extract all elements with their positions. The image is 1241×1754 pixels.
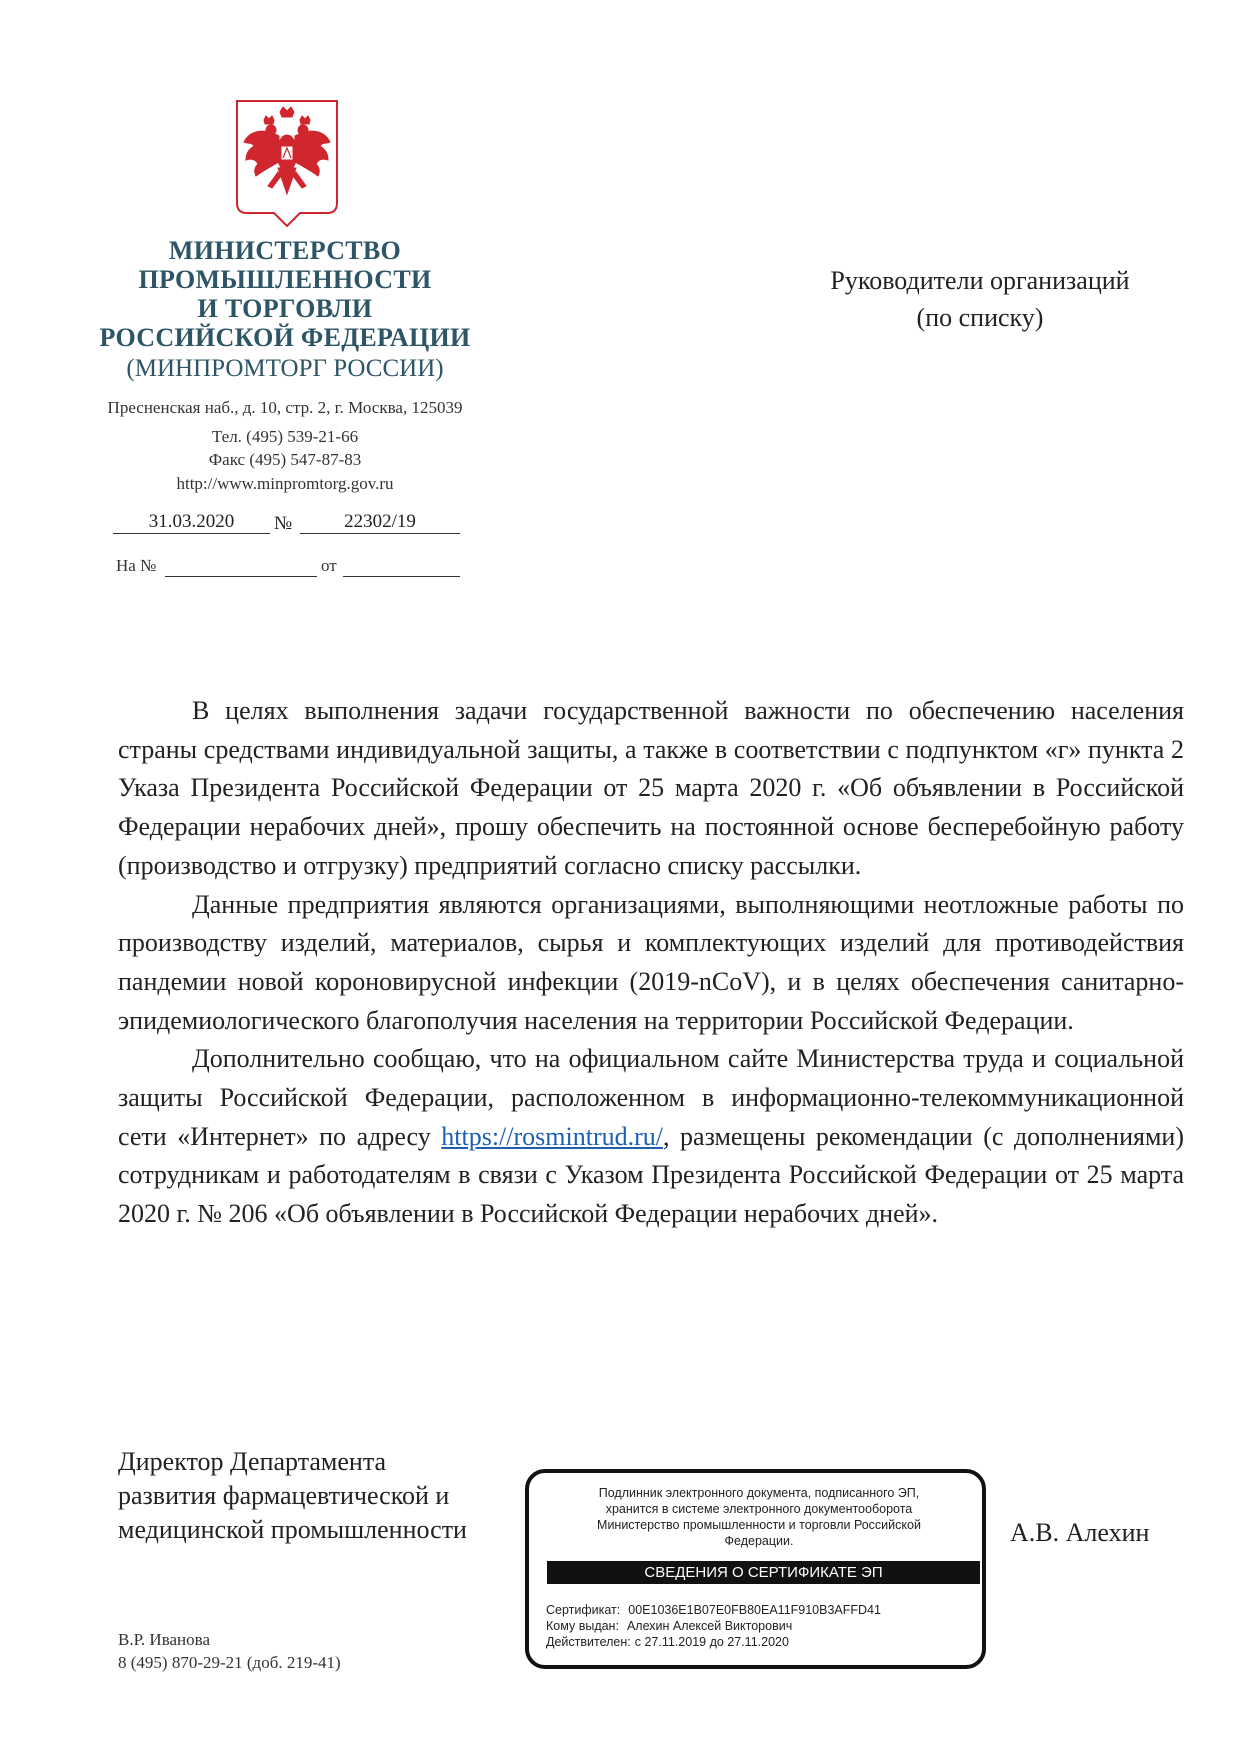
ministry-name-line3: И ТОРГОВЛИ bbox=[197, 294, 373, 323]
body-paragraph-2: Данные предприятия являются организациями, выполняющими неотложные работы по производству изделий, материалов, сырья и комплектующих изделий для противодействия пандемии новой короновирусной инфекции (2019-nCoV), и в целях обеспечения санитарно-эпидемиологического благополучия населения на территории Российской Федерации. bbox=[118, 889, 1184, 1035]
stamp-validity-row bbox=[546, 1635, 789, 1649]
validity-value: с 27.11.2019 до 27.11.2020 bbox=[634, 1635, 789, 1649]
ministry-address: Пресненская наб., д. 10, стр. 2, г. Москва, 125039 bbox=[107, 398, 463, 417]
stamp-notice-line1: Подлинник электронного документа, подписанного ЭП, bbox=[598, 1486, 920, 1500]
addressee-line2: (по списку) bbox=[916, 303, 1044, 332]
ministry-name-line1: МИНИСТЕРСТВО bbox=[168, 236, 402, 265]
body-paragraph-3-start: Дополнительно сообщаю, что на официальном сайте Министерства труда и социальной защиты Российской Федерации, расположенном в информационно-телекоммуникационной сети «Интернет» по адресу bbox=[118, 1044, 1184, 1151]
document-number: 22302/19 bbox=[300, 511, 460, 534]
signer-position-line1: Директор Департамента bbox=[118, 1447, 387, 1476]
signer-position-line3: медицинской промышленности bbox=[118, 1515, 467, 1544]
letter-body bbox=[118, 692, 1184, 1234]
stamp-notice-line3: Министерство промышленности и торговли Российской bbox=[597, 1518, 921, 1532]
reply-number-label: На № bbox=[116, 556, 157, 575]
ministry-short-name: (МИНПРОМТОРГ РОССИИ) bbox=[126, 355, 444, 382]
ministry-phone: Тел. (495) 539-21-66 bbox=[211, 427, 359, 446]
signer-name: А.В. Алехин bbox=[1010, 1518, 1150, 1547]
document-date: 31.03.2020 bbox=[113, 511, 270, 534]
owner-label: Кому выдан: bbox=[546, 1619, 619, 1633]
stamp-certificate-header: СВЕДЕНИЯ О СЕРТИФИКАТЕ ЭП bbox=[547, 1561, 980, 1584]
stamp-notice-line4: Федерации. bbox=[724, 1534, 794, 1548]
reply-number-field bbox=[165, 556, 317, 577]
certificate-label: Сертификат: bbox=[546, 1603, 621, 1617]
ministry-name-line2: ПРОМЫШЛЕННОСТИ bbox=[138, 265, 432, 294]
electronic-signature-stamp bbox=[525, 1469, 986, 1669]
addressee-line1: Руководители организаций bbox=[830, 266, 1130, 295]
signer-position bbox=[118, 1445, 467, 1547]
executor-phone: 8 (495) 870-29-21 (доб. 219-41) bbox=[118, 1653, 341, 1672]
executor-name: В.Р. Иванова bbox=[118, 1630, 210, 1649]
document-number-label: № bbox=[274, 513, 293, 534]
ministry-website[interactable]: http://www.minpromtorg.gov.ru bbox=[176, 474, 394, 493]
ministry-fax: Факс (495) 547-87-83 bbox=[208, 450, 362, 469]
executor-info bbox=[118, 1628, 341, 1674]
body-paragraph-3 bbox=[118, 1040, 1184, 1234]
body-paragraph-1: В целях выполнения задачи государственной важности по обеспечению населения страны средствами индивидуальной защиты, а также в соответствии с подпунктом «г» пункта 2 Указа Президента Российской Федерации от 25 марта 2020 г. «Об объявлении в Российской Федерации нерабочих дней», прошу обеспечить на постоянной основе бесперебойную работу (производство и отгрузку) предприятий согласно списку рассылки. bbox=[118, 696, 1184, 880]
validity-label: Действителен: bbox=[546, 1635, 631, 1649]
stamp-owner-row bbox=[546, 1619, 792, 1633]
stamp-certificate-row bbox=[546, 1603, 881, 1617]
body-paragraph-3-end: , размещены рекомендации (с дополнениями) сотрудникам и работодателям в связи с Указом Президента Российской Федерации от 25 марта 2020 г. № 206 «Об объявлении в Российской Федерации нерабочих дней». bbox=[118, 1121, 1184, 1229]
rosmintrud-link[interactable]: https://rosmintrud.ru/ bbox=[441, 1121, 663, 1151]
signer-position-line2: развития фармацевтической и bbox=[118, 1481, 450, 1510]
owner-value: Алехин Алексей Викторович bbox=[626, 1619, 793, 1633]
coat-of-arms-emblem-icon bbox=[234, 98, 340, 228]
addressee-block bbox=[780, 262, 1180, 336]
reply-date-label: от bbox=[321, 556, 337, 575]
reply-date-field bbox=[343, 556, 460, 577]
stamp-notice-line2: хранится в системе электронного документооборота bbox=[605, 1502, 913, 1516]
ministry-name-line4: РОССИЙСКОЙ ФЕДЕРАЦИИ bbox=[99, 323, 471, 352]
certificate-value: 00E1036E1B07E0FB80EA11F910B3AFFD41 bbox=[628, 1603, 881, 1617]
stamp-notice bbox=[569, 1485, 949, 1549]
